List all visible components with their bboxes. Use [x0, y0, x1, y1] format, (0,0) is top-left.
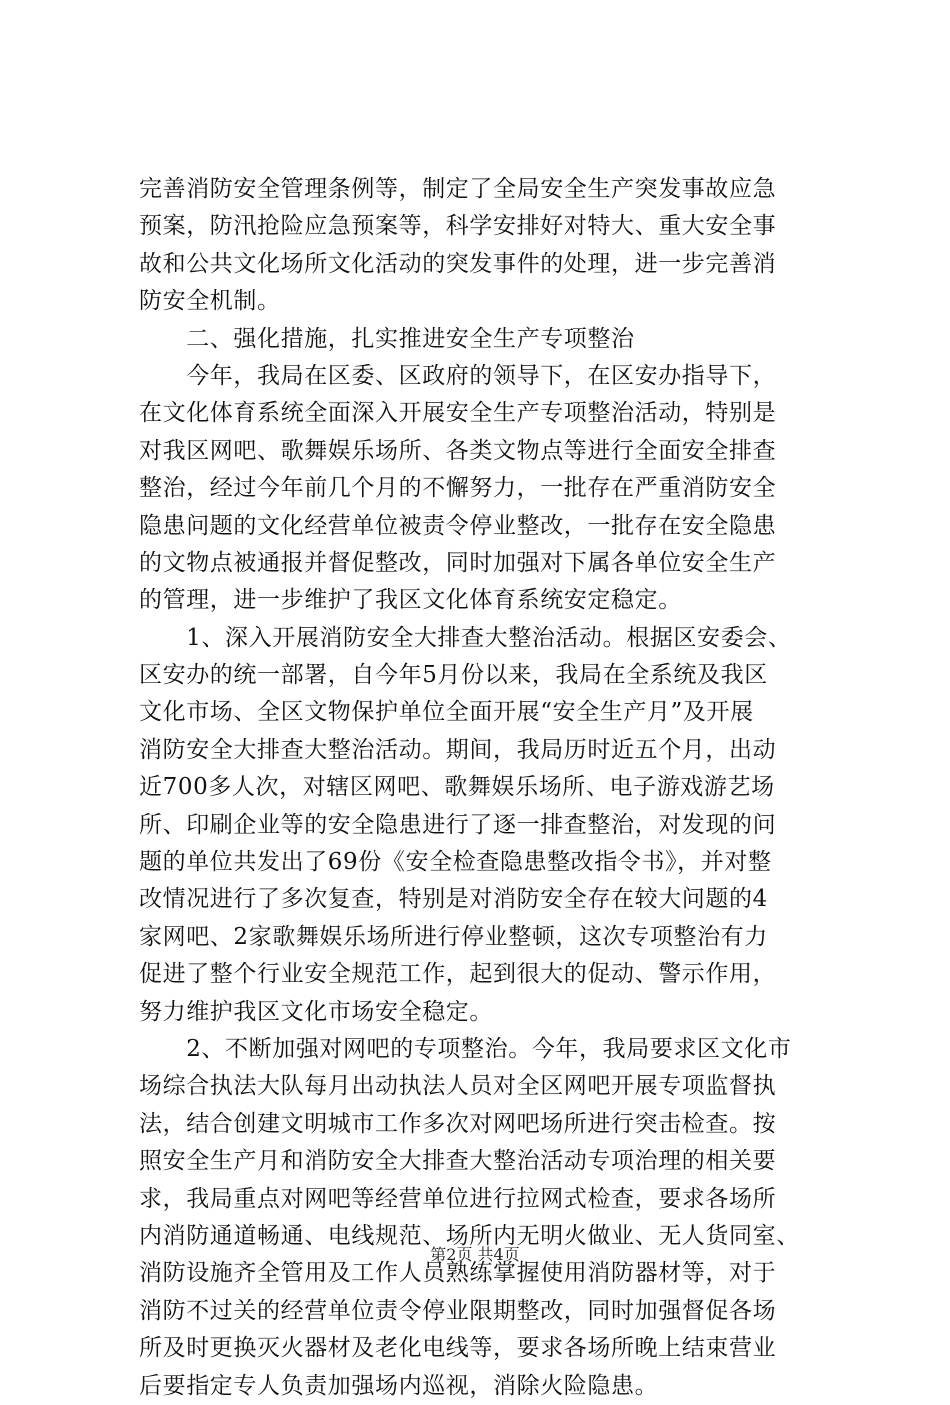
text-line: 所及时更换灭火器材及老化电线等，要求各场所晚上结束营业 — [139, 1335, 777, 1362]
text-line: 隐患问题的文化经营单位被责令停业整改，一批存在安全隐患 — [139, 512, 777, 539]
page-number: 第2页 共4页 — [430, 1245, 520, 1264]
text-line: 整治，经过今年前几个月的不懈努力，一批存在严重消防安全 — [139, 475, 777, 502]
section-heading: 二、强化措施，扎实推进安全生产专项整治 — [139, 325, 635, 352]
text-line: 2、不断加强对网吧的专项整治。今年，我局要求区文化市 — [139, 1035, 792, 1062]
text-line: 消防安全大排查大整治活动。期间，我局历时近五个月，出动 — [139, 736, 777, 763]
text-line: 的文物点被通报并督促整改，同时加强对下属各单位安全生产 — [139, 549, 777, 576]
text-line: 场综合执法大队每月出动执法人员对全区网吧开展专项监督执 — [139, 1073, 777, 1100]
text-line: 的管理，进一步维护了我区文化体育系统安定稳定。 — [139, 587, 682, 614]
text-line: 内消防通道畅通、电线规范、场所内无明火做业、无人货同室、 — [139, 1222, 800, 1249]
text-line: 近700多人次，对辖区网吧、歌舞娱乐场所、电子游戏游艺场 — [139, 774, 775, 801]
text-line: 改情况进行了多次复查，特别是对消防安全存在较大问题的4 — [139, 886, 768, 913]
text-line: 故和公共文化场所文化活动的突发事件的处理，进一步完善消 — [139, 250, 777, 277]
text-line: 区安办的统一部署，自今年5月份以来，我局在全系统及我区 — [139, 662, 768, 689]
text-line: 文化市场、全区文物保护单位全面开展“安全生产月”及开展 — [139, 699, 754, 726]
text-line: 消防不过关的经营单位责令停业限期整改，同时加强督促各场 — [139, 1297, 777, 1324]
text-line: 完善消防安全管理条例等，制定了全局安全生产突发事故应急 — [139, 176, 777, 202]
text-line: 努力维护我区文化市场安全稳定。 — [139, 998, 493, 1025]
text-line: 防安全机制。 — [139, 288, 281, 315]
text-line: 求，我局重点对网吧等经营单位进行拉网式检查，要求各场所 — [139, 1185, 777, 1212]
text-line: 家网吧、2家歌舞娱乐场所进行停业整顿，这次专项整治有力 — [139, 923, 768, 950]
text-line: 消防设施齐全管用及工作人员熟练掌握使用消防器材等，对于 — [139, 1260, 777, 1287]
text-line: 在文化体育系统全面深入开展安全生产专项整治活动，特别是 — [139, 400, 777, 427]
text-line: 所、印刷企业等的安全隐患进行了逐一排查整治，对发现的问 — [139, 811, 777, 838]
text-line: 促进了整个行业安全规范工作，起到很大的促动、警示作用， — [139, 961, 777, 988]
text-line: 对我区网吧、歌舞娱乐场所、各类文物点等进行全面安全排查 — [139, 437, 777, 464]
page-footer — [0, 1245, 950, 1265]
document-body — [139, 171, 827, 1405]
text-line: 法，结合创建文明城市工作多次对网吧场所进行突击检查。按 — [139, 1110, 777, 1137]
text-line: 照安全生产月和消防安全大排查大整治活动专项治理的相关要 — [139, 1148, 777, 1175]
text-line: 预案，防汛抢险应急预案等，科学安排好对特大、重大安全事 — [139, 213, 777, 240]
text-line: 后要指定专人负责加强场内巡视，消除火险隐患。 — [139, 1372, 659, 1399]
text-line: 题的单位共发出了69份《安全检查隐患整改指令书》，并对整 — [139, 849, 772, 876]
text-line: 1、深入开展消防安全大排查大整治活动。根据区安委会、 — [139, 624, 792, 651]
text-line: 今年，我局在区委、区政府的领导下，在区安办指导下， — [139, 362, 777, 389]
